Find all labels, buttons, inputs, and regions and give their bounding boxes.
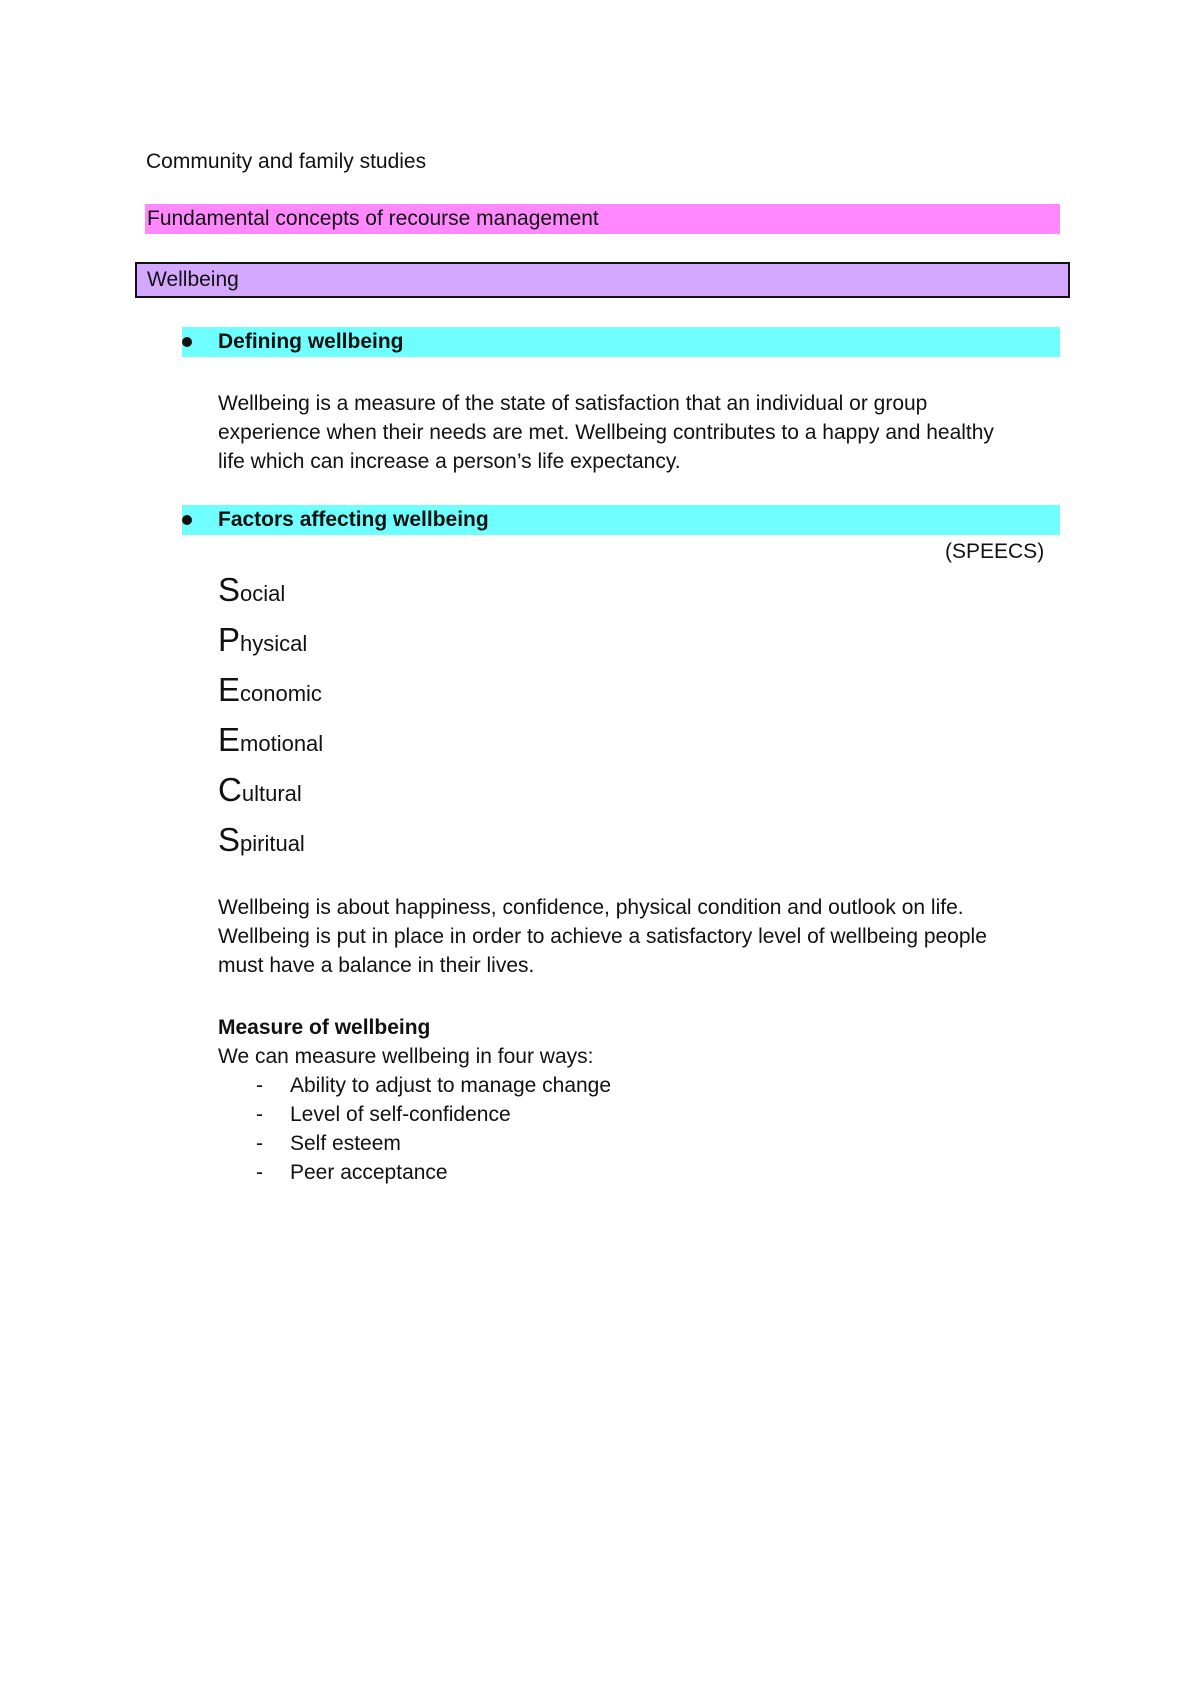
topic-heading-band — [145, 204, 1060, 234]
summary-line: must have a balance in their lives. — [218, 954, 535, 977]
factor-initial: P — [218, 621, 241, 658]
factor-economic — [218, 670, 322, 715]
factor-emotional — [218, 720, 323, 765]
measure-item-text: Self esteem — [290, 1132, 401, 1155]
factor-rest: hysical — [240, 631, 308, 656]
factor-physical — [218, 620, 307, 665]
document-title: Community and family studies — [146, 150, 427, 173]
summary-line: Wellbeing is put in place in order to achieve a satisfactory level of wellbeing people — [218, 925, 987, 948]
dash-marker: - — [256, 1074, 263, 1097]
dash-marker: - — [256, 1132, 263, 1155]
subheading-band-defining — [182, 327, 1060, 357]
factor-initial: S — [218, 821, 241, 858]
section-heading: Wellbeing — [147, 268, 239, 291]
factor-rest: piritual — [240, 831, 305, 856]
factor-cultural — [218, 770, 302, 815]
topic-heading: Fundamental concepts of recourse management — [147, 207, 599, 230]
factor-social — [218, 570, 285, 615]
measure-heading: Measure of wellbeing — [218, 1016, 431, 1039]
acronym-note: (SPEECS) — [945, 540, 1045, 563]
factor-rest: ocial — [240, 581, 286, 606]
subheading-band-factors — [182, 505, 1060, 535]
bullet-icon — [182, 337, 192, 347]
factor-rest: conomic — [240, 681, 322, 706]
bullet-icon — [182, 515, 192, 525]
measure-item-text: Ability to adjust to manage change — [290, 1074, 612, 1097]
factor-initial: E — [218, 721, 241, 758]
factor-initial: E — [218, 671, 241, 708]
defining-line: life which can increase a person’s life expectancy. — [218, 450, 681, 473]
subheading-defining: Defining wellbeing — [218, 330, 404, 353]
section-heading-box — [135, 262, 1070, 298]
factor-spiritual — [218, 820, 305, 865]
dash-marker: - — [256, 1103, 263, 1126]
factor-initial: C — [218, 771, 242, 808]
factor-rest: motional — [240, 731, 324, 756]
defining-paragraph — [218, 389, 1068, 476]
factor-initial: S — [218, 571, 241, 608]
factor-rest: ultural — [241, 781, 302, 806]
dash-marker: - — [256, 1161, 263, 1184]
defining-line: Wellbeing is a measure of the state of satisfaction that an individual or group — [218, 392, 928, 415]
subheading-factors: Factors affecting wellbeing — [218, 508, 489, 531]
summary-line: Wellbeing is about happiness, confidence, physical condition and outlook on life. — [218, 896, 964, 919]
defining-line: experience when their needs are met. Wellbeing contributes to a happy and healthy — [218, 421, 994, 444]
measure-item-text: Peer acceptance — [290, 1161, 448, 1184]
measure-item-text: Level of self-confidence — [290, 1103, 511, 1126]
measure-intro: We can measure wellbeing in four ways: — [218, 1045, 594, 1068]
factors-summary-paragraph — [218, 893, 1068, 980]
